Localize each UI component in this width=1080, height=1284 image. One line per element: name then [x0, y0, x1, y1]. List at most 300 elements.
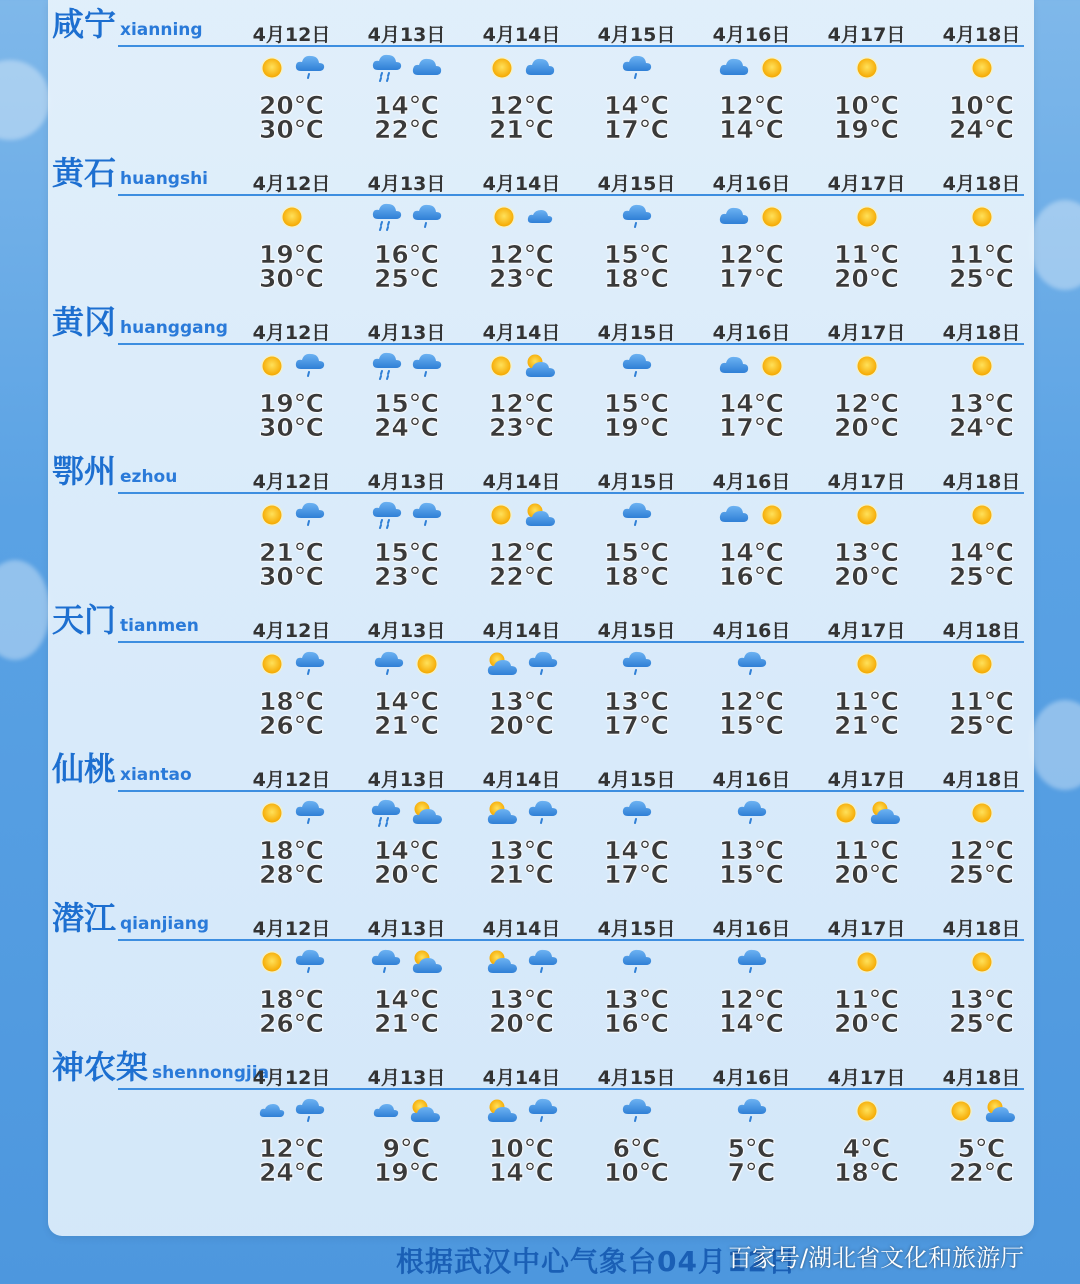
weather-icons — [809, 1093, 924, 1129]
sun-icon — [257, 351, 287, 381]
weather-icons — [579, 795, 694, 831]
forecast-day — [349, 447, 464, 596]
temperature-low: 18℃ — [258, 985, 325, 1014]
weather-icons — [694, 348, 809, 384]
city-name-pinyin: shennongjia — [152, 1063, 270, 1083]
cloud-rain-icon — [293, 351, 327, 381]
temperature-high: 25℃ — [948, 711, 1015, 740]
cloud-rain-icon — [526, 947, 560, 977]
forecast-day — [694, 894, 809, 1043]
city-name-chinese: 咸宁 — [52, 5, 117, 43]
temperature-low: 20℃ — [258, 91, 325, 120]
forecast-day — [809, 298, 924, 447]
weather-icons — [924, 348, 1039, 384]
city-name-pinyin: qianjiang — [120, 914, 209, 934]
cloud-rain-icon — [293, 798, 327, 828]
forecast-date: 4月12日 — [252, 769, 331, 791]
temperature-high: 25℃ — [373, 264, 440, 293]
forecast-day — [809, 0, 924, 149]
temperature-low: 11℃ — [948, 240, 1015, 269]
weather-icons — [464, 497, 579, 533]
temperature-low: 13℃ — [488, 985, 555, 1014]
temperature-high: 24℃ — [948, 413, 1015, 442]
sun-icon — [757, 202, 787, 232]
forecast-day — [694, 596, 809, 745]
temperature-low: 14℃ — [948, 538, 1015, 567]
city-row-shennongjia — [48, 1043, 1034, 1192]
temperature-high: 20℃ — [488, 1009, 555, 1038]
temperature-high: 21℃ — [488, 860, 555, 889]
city-name — [52, 900, 209, 942]
weather-icons — [234, 199, 349, 235]
weather-icons — [349, 646, 464, 682]
weather-icons — [234, 50, 349, 86]
city-name-pinyin: ezhou — [120, 467, 178, 487]
weather-icons — [464, 50, 579, 86]
cloud-heavy-rain-icon — [370, 202, 404, 232]
sun-icon — [489, 202, 519, 232]
cloud-heavy-rain-icon — [370, 351, 404, 381]
temperature-high: 22℃ — [488, 562, 555, 591]
temperature-high: 21℃ — [488, 115, 555, 144]
forecast-date: 4月14日 — [482, 1067, 561, 1089]
city-name-chinese: 潜江 — [52, 899, 117, 937]
temperature-low: 12℃ — [488, 91, 555, 120]
forecast-day — [349, 596, 464, 745]
city-name — [52, 751, 192, 793]
cloud-rain-icon — [735, 798, 769, 828]
city-name-pinyin: xianning — [120, 20, 203, 40]
sun-icon — [967, 947, 997, 977]
sun-icon — [852, 53, 882, 83]
cloud-rain-icon — [735, 1096, 769, 1126]
temperature-low: 15℃ — [373, 538, 440, 567]
temperature-low: 14℃ — [603, 91, 670, 120]
temperature-high: 20℃ — [833, 413, 900, 442]
temperature-low: 11℃ — [948, 687, 1015, 716]
temperature-high: 20℃ — [833, 860, 900, 889]
forecast-date: 4月12日 — [252, 918, 331, 940]
temperature-low: 16℃ — [373, 240, 440, 269]
forecast-date: 4月13日 — [367, 620, 446, 642]
forecast-date: 4月16日 — [712, 1067, 791, 1089]
city-name — [52, 602, 199, 644]
cloud-icon — [717, 351, 751, 381]
temperature-high: 23℃ — [488, 264, 555, 293]
forecast-day — [234, 298, 349, 447]
partly-cloudy-icon — [484, 1096, 520, 1126]
temperature-high: 26℃ — [258, 711, 325, 740]
forecast-day — [464, 298, 579, 447]
temperature-high: 18℃ — [833, 1158, 900, 1187]
temperature-high: 20℃ — [833, 1009, 900, 1038]
temperature-high: 24℃ — [948, 115, 1015, 144]
city-row-tianmen — [48, 596, 1034, 745]
temperature-low: 13℃ — [488, 687, 555, 716]
sun-icon — [757, 500, 787, 530]
weather-icons — [809, 795, 924, 831]
sun-icon — [967, 202, 997, 232]
sun-icon — [412, 649, 442, 679]
weather-icons — [464, 944, 579, 980]
cloud-rain-icon — [620, 351, 654, 381]
forecast-date: 4月14日 — [482, 173, 561, 195]
temperature-high: 21℃ — [373, 1009, 440, 1038]
temperature-low: 9℃ — [382, 1134, 431, 1163]
temperature-high: 14℃ — [718, 115, 785, 144]
city-name-chinese: 神农架 — [52, 1048, 149, 1086]
temperature-high: 21℃ — [373, 711, 440, 740]
forecast-day — [809, 447, 924, 596]
temperature-low: 21℃ — [258, 538, 325, 567]
weather-icons — [579, 497, 694, 533]
weather-icons — [694, 50, 809, 86]
forecast-date: 4月17日 — [827, 24, 906, 46]
city-name-pinyin: tianmen — [120, 616, 199, 636]
temperature-high: 21℃ — [833, 711, 900, 740]
temperature-high: 30℃ — [258, 115, 325, 144]
forecast-date: 4月12日 — [252, 620, 331, 642]
cloud-rain-icon — [620, 202, 654, 232]
forecast-date: 4月12日 — [252, 173, 331, 195]
forecast-day — [349, 0, 464, 149]
cloud-heavy-rain-icon — [369, 798, 403, 828]
weather-icons — [234, 1093, 349, 1129]
partly-cloudy-icon — [867, 798, 903, 828]
weather-icons — [349, 1093, 464, 1129]
temperature-low: 15℃ — [603, 538, 670, 567]
forecast-day — [349, 298, 464, 447]
sun-icon — [967, 500, 997, 530]
forecast-day — [694, 1043, 809, 1192]
temperature-high: 30℃ — [258, 562, 325, 591]
weather-icons — [809, 646, 924, 682]
weather-icons — [579, 348, 694, 384]
forecast-day — [924, 298, 1039, 447]
temperature-low: 19℃ — [258, 389, 325, 418]
sun-icon — [852, 500, 882, 530]
sun-icon — [852, 351, 882, 381]
temperature-low: 13℃ — [948, 389, 1015, 418]
weather-icons — [464, 795, 579, 831]
weather-icons — [924, 646, 1039, 682]
forecast-date: 4月15日 — [597, 24, 676, 46]
sun-icon — [277, 202, 307, 232]
forecast-date: 4月12日 — [252, 322, 331, 344]
temperature-low: 6℃ — [612, 1134, 661, 1163]
weather-icons — [694, 497, 809, 533]
temperature-low: 5℃ — [727, 1134, 776, 1163]
weather-icons — [234, 497, 349, 533]
weather-icons — [234, 944, 349, 980]
forecast-date: 4月17日 — [827, 918, 906, 940]
forecast-day — [579, 149, 694, 298]
forecast-date: 4月12日 — [252, 1067, 331, 1089]
temperature-low: 13℃ — [718, 836, 785, 865]
forecast-date: 4月17日 — [827, 471, 906, 493]
temperature-high: 15℃ — [718, 860, 785, 889]
forecast-date: 4月18日 — [942, 918, 1021, 940]
forecast-date: 4月18日 — [942, 471, 1021, 493]
cloud-rain-icon — [410, 500, 444, 530]
forecast-day — [924, 745, 1039, 894]
background-flower — [0, 60, 50, 140]
cloud-rain-icon — [293, 500, 327, 530]
sun-icon — [852, 649, 882, 679]
temperature-high: 25℃ — [948, 562, 1015, 591]
watermark-text: 百家号/湖北省文化和旅游厅 — [728, 1244, 1025, 1272]
forecast-day — [694, 745, 809, 894]
forecast-day — [464, 0, 579, 149]
temperature-high: 23℃ — [373, 562, 440, 591]
forecast-day — [694, 149, 809, 298]
cloud-rain-icon — [735, 947, 769, 977]
sun-icon — [257, 53, 287, 83]
forecast-date: 4月12日 — [252, 471, 331, 493]
cloud-small-icon — [257, 1096, 287, 1126]
partly-cloudy-icon — [409, 798, 445, 828]
city-name-pinyin: huangshi — [120, 169, 209, 189]
temperature-high: 17℃ — [603, 860, 670, 889]
city-name — [52, 155, 208, 197]
forecast-day — [694, 298, 809, 447]
forecast-date: 4月17日 — [827, 769, 906, 791]
forecast-date: 4月15日 — [597, 620, 676, 642]
city-name-chinese: 天门 — [52, 601, 117, 639]
temperature-low: 10℃ — [833, 91, 900, 120]
forecast-date: 4月17日 — [827, 173, 906, 195]
weather-icons — [579, 646, 694, 682]
forecast-date: 4月14日 — [482, 620, 561, 642]
forecast-day — [349, 149, 464, 298]
weather-icons — [579, 50, 694, 86]
cloud-small-icon — [371, 1096, 401, 1126]
forecast-day — [349, 894, 464, 1043]
weather-icons — [464, 348, 579, 384]
cloud-rain-icon — [410, 351, 444, 381]
temperature-low: 5℃ — [957, 1134, 1006, 1163]
forecast-day — [809, 596, 924, 745]
weather-icons — [924, 497, 1039, 533]
city-row-xianning — [48, 0, 1034, 149]
temperature-high: 14℃ — [718, 1009, 785, 1038]
city-name-pinyin: huanggang — [120, 318, 228, 338]
forecast-date: 4月13日 — [367, 918, 446, 940]
weather-icons — [809, 497, 924, 533]
partly-cloudy-icon — [484, 947, 520, 977]
weather-icons — [349, 497, 464, 533]
forecast-date: 4月17日 — [827, 1067, 906, 1089]
temperature-low: 12℃ — [488, 538, 555, 567]
city-name — [52, 453, 177, 495]
sun-icon — [852, 947, 882, 977]
sun-icon — [257, 947, 287, 977]
temperature-high: 30℃ — [258, 413, 325, 442]
temperature-low: 13℃ — [603, 985, 670, 1014]
cloud-rain-icon — [620, 1096, 654, 1126]
weather-icons — [694, 795, 809, 831]
temperature-low: 12℃ — [718, 687, 785, 716]
forecast-date: 4月15日 — [597, 173, 676, 195]
city-name — [52, 6, 203, 48]
cloud-rain-icon — [620, 500, 654, 530]
weather-icons — [579, 199, 694, 235]
city-row-huangshi — [48, 149, 1034, 298]
temperature-high: 16℃ — [603, 1009, 670, 1038]
forecast-date: 4月16日 — [712, 471, 791, 493]
temperature-low: 14℃ — [373, 687, 440, 716]
cloud-rain-icon — [620, 798, 654, 828]
temperature-high: 15℃ — [718, 711, 785, 740]
temperature-low: 12℃ — [948, 836, 1015, 865]
forecast-day — [234, 447, 349, 596]
background-flower — [0, 560, 50, 660]
temperature-high: 14℃ — [488, 1158, 555, 1187]
forecast-date: 4月16日 — [712, 322, 791, 344]
forecast-date: 4月13日 — [367, 769, 446, 791]
cloud-icon — [523, 53, 557, 83]
weather-icons — [579, 944, 694, 980]
weather-icons — [924, 50, 1039, 86]
weather-icons — [694, 199, 809, 235]
sun-icon — [757, 351, 787, 381]
weather-icons — [924, 1093, 1039, 1129]
cloud-icon — [717, 53, 751, 83]
weather-icons — [349, 50, 464, 86]
temperature-low: 12℃ — [718, 240, 785, 269]
temperature-high: 28℃ — [258, 860, 325, 889]
partly-cloudy-icon — [484, 649, 520, 679]
sun-icon — [852, 202, 882, 232]
cloud-icon — [717, 500, 751, 530]
forecast-panel — [48, 0, 1034, 1236]
forecast-day — [809, 745, 924, 894]
temperature-low: 19℃ — [258, 240, 325, 269]
cloud-rain-icon — [369, 947, 403, 977]
forecast-day — [579, 447, 694, 596]
forecast-date: 4月18日 — [942, 769, 1021, 791]
forecast-day — [809, 1043, 924, 1192]
temperature-high: 17℃ — [603, 115, 670, 144]
weather-icons — [924, 795, 1039, 831]
temperature-high: 26℃ — [258, 1009, 325, 1038]
weather-icons — [809, 50, 924, 86]
footer-source-text: 根据武汉中心气象台04月12日 — [396, 1245, 797, 1278]
cloud-rain-icon — [620, 53, 654, 83]
weather-icons — [349, 795, 464, 831]
temperature-high: 20℃ — [373, 860, 440, 889]
cloud-rain-icon — [372, 649, 406, 679]
weather-icons — [464, 199, 579, 235]
temperature-high: 19℃ — [373, 1158, 440, 1187]
partly-cloudy-icon — [484, 798, 520, 828]
forecast-date: 4月14日 — [482, 24, 561, 46]
forecast-date: 4月16日 — [712, 24, 791, 46]
temperature-low: 12℃ — [718, 985, 785, 1014]
temperature-high: 24℃ — [373, 413, 440, 442]
temperature-low: 13℃ — [833, 538, 900, 567]
temperature-low: 12℃ — [833, 389, 900, 418]
temperature-low: 14℃ — [373, 91, 440, 120]
city-name-pinyin: xiantao — [120, 765, 192, 785]
sun-icon — [852, 1096, 882, 1126]
forecast-day — [234, 0, 349, 149]
partly-cloudy-icon — [522, 500, 558, 530]
sun-icon — [967, 53, 997, 83]
temperature-high: 22℃ — [948, 1158, 1015, 1187]
sun-icon — [946, 1096, 976, 1126]
temperature-low: 11℃ — [833, 240, 900, 269]
temperature-low: 15℃ — [603, 389, 670, 418]
forecast-date: 4月15日 — [597, 471, 676, 493]
temperature-low: 12℃ — [258, 1134, 325, 1163]
city-name-chinese: 黄石 — [52, 154, 117, 192]
sun-icon — [757, 53, 787, 83]
temperature-low: 10℃ — [488, 1134, 555, 1163]
temperature-low: 13℃ — [488, 836, 555, 865]
temperature-low: 11℃ — [833, 836, 900, 865]
temperature-high: 16℃ — [718, 562, 785, 591]
temperature-low: 14℃ — [718, 389, 785, 418]
forecast-day — [924, 447, 1039, 596]
forecast-day — [924, 596, 1039, 745]
forecast-day — [234, 745, 349, 894]
temperature-high: 23℃ — [488, 413, 555, 442]
temperature-low: 11℃ — [833, 985, 900, 1014]
temperature-high: 24℃ — [258, 1158, 325, 1187]
cloud-heavy-rain-icon — [370, 500, 404, 530]
forecast-day — [349, 1043, 464, 1192]
temperature-high: 25℃ — [948, 1009, 1015, 1038]
city-name-chinese: 黄冈 — [52, 303, 117, 341]
forecast-day — [694, 447, 809, 596]
forecast-date: 4月18日 — [942, 173, 1021, 195]
forecast-day — [579, 0, 694, 149]
temperature-low: 10℃ — [948, 91, 1015, 120]
temperature-low: 18℃ — [258, 836, 325, 865]
cloud-rain-icon — [526, 798, 560, 828]
forecast-date: 4月16日 — [712, 769, 791, 791]
cloud-rain-icon — [293, 649, 327, 679]
weather-icons — [924, 199, 1039, 235]
forecast-date: 4月15日 — [597, 918, 676, 940]
forecast-day — [694, 0, 809, 149]
weather-icons — [349, 348, 464, 384]
weather-icons — [694, 944, 809, 980]
temperature-low: 13℃ — [603, 687, 670, 716]
weather-icons — [234, 348, 349, 384]
temperature-high: 17℃ — [718, 413, 785, 442]
city-name-chinese: 仙桃 — [52, 750, 117, 788]
forecast-date: 4月14日 — [482, 769, 561, 791]
partly-cloudy-icon — [407, 1096, 443, 1126]
weather-icons — [809, 944, 924, 980]
forecast-date: 4月15日 — [597, 1067, 676, 1089]
forecast-day — [464, 596, 579, 745]
temperature-high: 17℃ — [718, 264, 785, 293]
weather-icons — [349, 944, 464, 980]
forecast-date: 4月15日 — [597, 322, 676, 344]
forecast-day — [924, 894, 1039, 1043]
cloud-rain-icon — [735, 649, 769, 679]
temperature-high: 19℃ — [833, 115, 900, 144]
forecast-date: 4月17日 — [827, 620, 906, 642]
sun-icon — [487, 53, 517, 83]
weather-icons — [579, 1093, 694, 1129]
temperature-high: 19℃ — [603, 413, 670, 442]
sun-icon — [831, 798, 861, 828]
city-row-xiantao — [48, 745, 1034, 894]
